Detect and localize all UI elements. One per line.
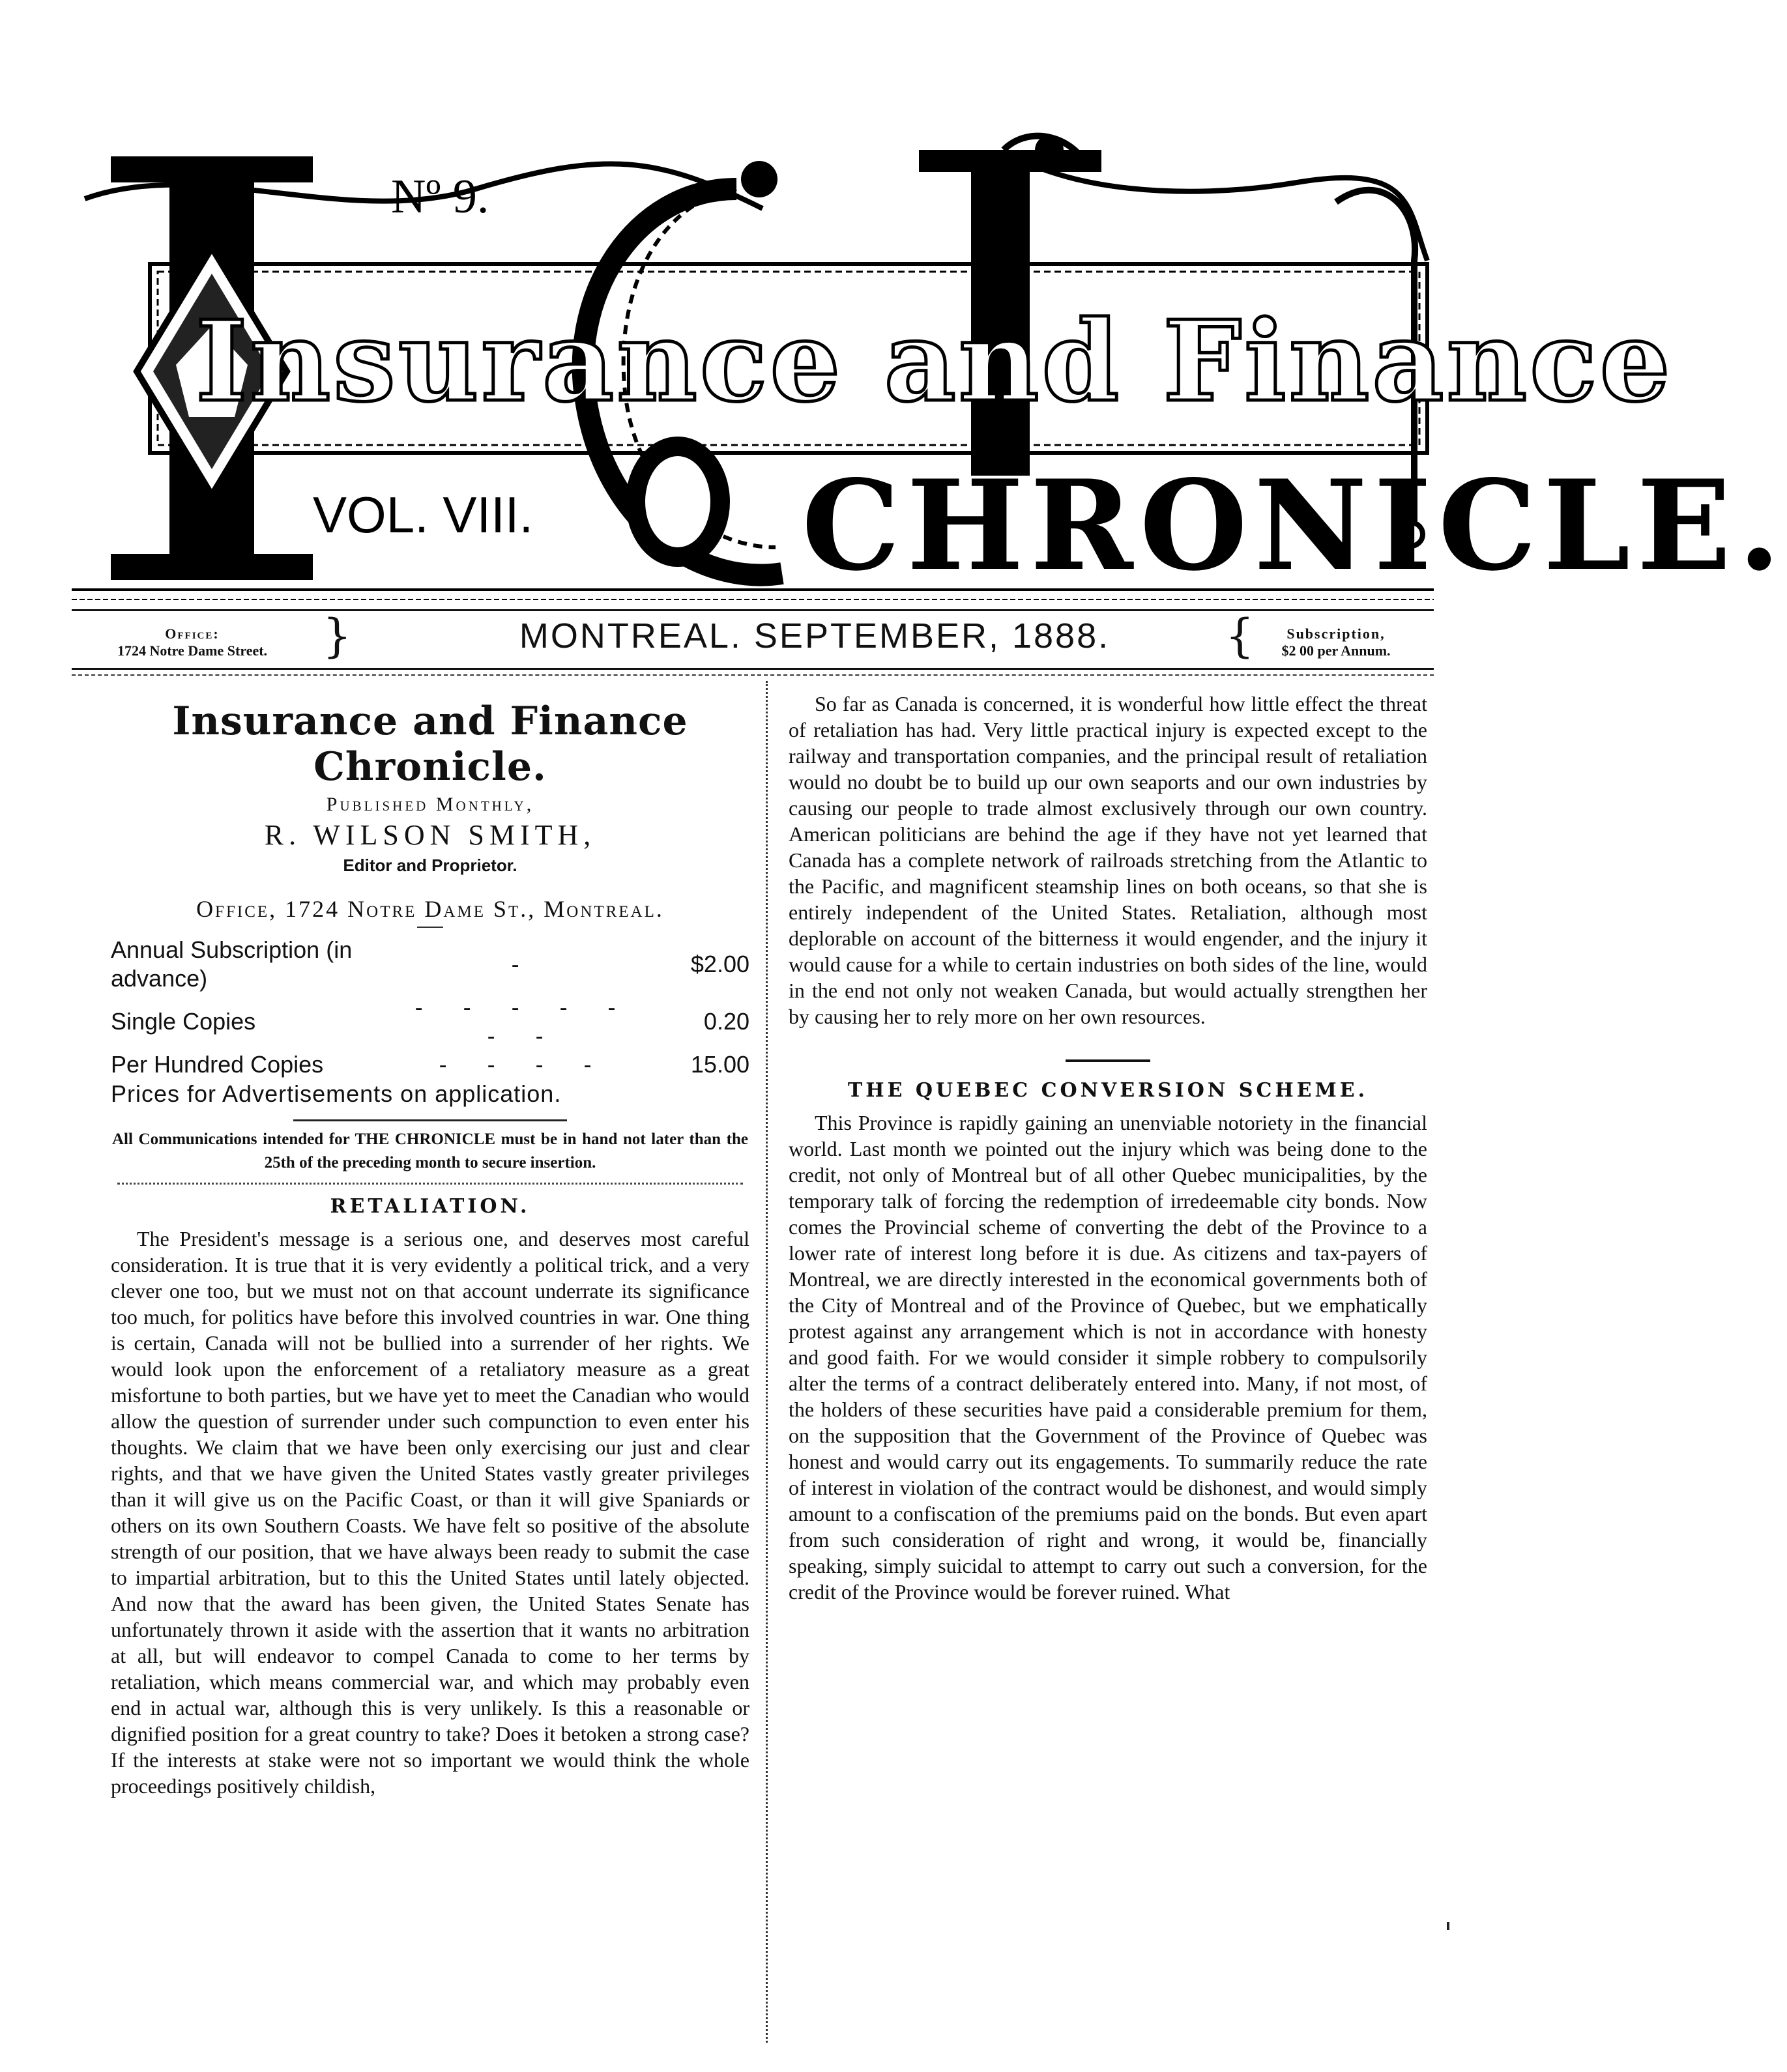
column-divider bbox=[766, 681, 768, 2043]
article-separator bbox=[1066, 1059, 1150, 1062]
right-column bbox=[789, 691, 1427, 1605]
dateline-bottom-rule-2 bbox=[72, 674, 1434, 676]
left-column bbox=[111, 691, 749, 1799]
publisher-frequency: Published Monthly, bbox=[326, 794, 534, 815]
price-table bbox=[111, 936, 749, 1079]
quebec-body: This Province is rapidly gaining an unenviable notoriety in the financial world. Last month we pointed out the injury which was being done to the credit, not only of Montreal but of all other Quebec municipalities, by the temporary talk of forcing the redemption of irredeemable city bonds. Now comes the Provincial scheme of converting the debt of the Province to a lower rate of interest long before it is due. As citizens and tax-payers of Montreal, we are directly interested in the economical governments both of the City of Montreal and of the Province of Quebec, but we emphatically protest against any arrangement which is not in accordance with honesty and good faith. For we would consider it simple robbery to compulsorily alter the terms of a contract deliberately entered into. Many, if not most, of the holders of these securities have paid a considerable premium for them, on the supposition that the Government of the Province of Quebec was honest and would carry out its engagements. To summarily reduce the rate of interest in violation of the contract would be dishonest, and would simply amount to a confiscation of the premiums paid on the bonds. But even apart from such consideration of right and wrong, it would be, financially speaking, simply suicidal to attempt to carry out such a conversion, for the credit of the Province would be forever ruined. What bbox=[789, 1111, 1427, 1604]
retaliation-title: RETALIATION. bbox=[330, 1195, 530, 1218]
margin-mark bbox=[1447, 1922, 1449, 1930]
volume-number: VOL. VIII. bbox=[313, 486, 534, 543]
price-row bbox=[111, 936, 749, 993]
dateline-office bbox=[72, 626, 313, 659]
dateline-bottom-rule bbox=[72, 668, 1434, 670]
price-row bbox=[111, 993, 749, 1050]
price-row bbox=[111, 1050, 749, 1079]
price-value: $2.00 bbox=[690, 951, 749, 977]
left-brace: } bbox=[323, 609, 352, 663]
subscription-price: $2 00 per Annum. bbox=[1281, 642, 1391, 659]
office-label: Office: bbox=[165, 626, 220, 642]
issue-number: Nº 9. bbox=[391, 170, 489, 223]
masthead bbox=[72, 130, 1787, 606]
price-dashes: - - - - bbox=[439, 1051, 609, 1078]
publisher-office: Office, 1724 Notre Dame St., Montreal. bbox=[196, 896, 664, 922]
section-rule bbox=[293, 1119, 567, 1121]
dotted-rule bbox=[117, 1183, 743, 1185]
price-dashes: - - - - - - - bbox=[414, 994, 633, 1049]
advertisement-note: Prices for Advertisements on application. bbox=[111, 1080, 562, 1107]
subscription-label: Subscription, bbox=[1286, 626, 1386, 642]
price-label: Single Copies bbox=[111, 1008, 256, 1035]
office-address: 1724 Notre Dame Street. bbox=[117, 642, 268, 659]
editor-role: Editor and Proprietor. bbox=[343, 856, 517, 875]
price-label: Per Hundred Copies bbox=[111, 1051, 324, 1078]
communications-notice: All Communications intended for THE CHRONICLE must be in hand not later than the 25th of the preceding month to secure insertion. bbox=[112, 1130, 748, 1172]
masthead-title: Insurance and Finance bbox=[196, 296, 1673, 427]
short-rule bbox=[417, 927, 443, 928]
retaliation-body: The President's message is a serious one, and deserves most careful consideration. It is true that it is very evidently a political trick, and a very clever one too, but we must not on that account underrate its significance too much, for politics have before this involved countries in war. One thing is certain, Canada will not be bullied into a surrender of her rights. We would look upon the enforcement of a retaliatory measure as a great misfortune to both parties, but we have yet to meet the Canadian who would allow the question of surrender under such compunction to even enter his thoughts. We claim that we have been only exercising our just and clear rights, and that we have given the United States vastly greater privileges than it will give us on the Pacific Coast, or than it will give Spaniards or others on its own Southern Coasts. We have felt so positive of the absolute strength of our position, that we have always been ready to submit the case to impartial arbitration, but to this the United States until lately objected. And now that the award has been given, the United States Senate has unfortunately thrown it aside with the assertion that it wants no arbitration at all, but will endeavor to compel Canada to come to her terms by retaliation, which means commercial war, and which may probably even end in actual war, although this is very unlikely. Is this a reasonable or dignified position for a great country to take? Does it betoken a strong case? If the interests at stake were not so important we would think the whole proceedings positively childish, bbox=[111, 1227, 749, 1798]
quebec-title: THE QUEBEC CONVERSION SCHEME. bbox=[847, 1079, 1369, 1102]
dateline-subscription bbox=[1251, 626, 1421, 659]
price-value: 0.20 bbox=[703, 1008, 749, 1035]
right-brace: { bbox=[1225, 609, 1255, 663]
publisher-title: Insurance and Finance Chronicle. bbox=[172, 698, 688, 790]
retaliation-continuation: So far as Canada is concerned, it is wonderful how little effect the threat of retaliation has had. Very little practical injury is expected except to the railway and transportation companies, and the principal result of retaliation would no doubt be to build up our own seaports and our own industries by causing our people to trade almost exclusively through our own country. American politicians are behind the age if they have not yet learned that Canada has a complete network of railroads stretching from the Atlantic to the Pacific, and magnificent steamship lines on both oceans, so that she is entirely independent of the United States. Retaliation, although most deplorable on account of the bitterness it would engender, and the injury it would cause for a while to certain industries on both sides of the line, would in the end not only not weaken Canada, but would actually strengthen her by causing her to rely more on her own resources. bbox=[789, 692, 1427, 1028]
masthead-chronicle: CHRONICLE. bbox=[802, 453, 1787, 598]
editor-name: R. WILSON SMITH, bbox=[264, 819, 596, 851]
price-dashes: - bbox=[511, 951, 536, 977]
dateline-date: MONTREAL. SEPTEMBER, 1888. bbox=[519, 616, 1111, 655]
price-value: 15.00 bbox=[690, 1051, 749, 1078]
price-label: Annual Subscription (in advance) bbox=[111, 936, 353, 992]
